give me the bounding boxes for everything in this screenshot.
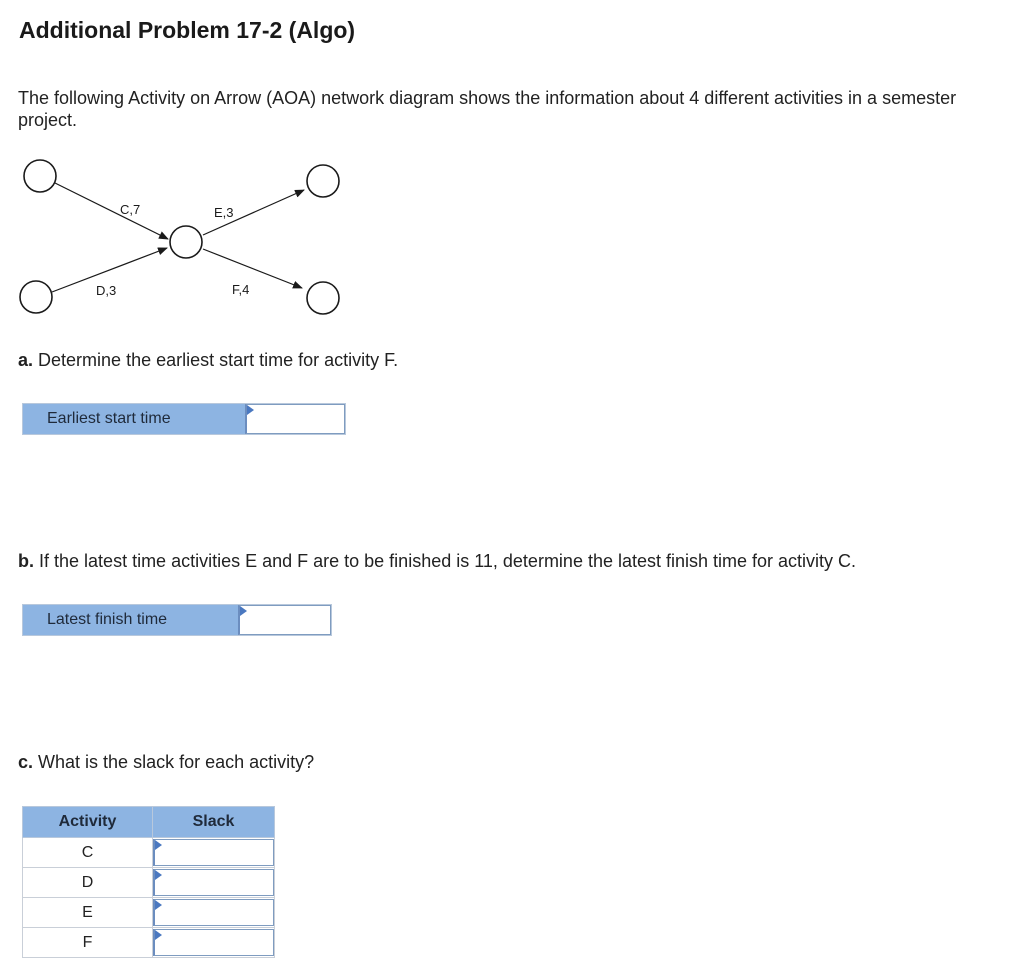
answer-flag-icon	[247, 405, 254, 415]
slack-cell[interactable]	[153, 898, 275, 928]
question-c-letter: c.	[18, 752, 34, 772]
question-a	[18, 349, 398, 371]
node-middle	[170, 226, 202, 258]
earliest-start-input[interactable]	[247, 405, 344, 433]
latest-finish-field[interactable]	[238, 605, 331, 635]
question-b-letter: b.	[18, 551, 34, 571]
table-row	[23, 898, 275, 928]
slack-cell[interactable]	[153, 868, 275, 898]
answer-row-latest-finish	[22, 604, 332, 636]
answer-flag-icon	[240, 606, 247, 616]
node-start-c	[24, 160, 56, 192]
table-row	[23, 868, 275, 898]
slack-table	[22, 806, 275, 958]
slack-input-f[interactable]	[155, 930, 273, 955]
slack-cell[interactable]	[153, 838, 275, 868]
problem-intro: The following Activity on Arrow (AOA) network diagram shows the information about 4 different activities in a semester project.	[18, 88, 957, 130]
table-row	[23, 928, 275, 958]
node-start-d	[20, 281, 52, 313]
node-end-e	[307, 165, 339, 197]
question-b-text: If the latest time activities E and F are to be finished is 11, determine the latest finish time for activity C.	[39, 551, 857, 571]
answer-flag-icon	[155, 840, 162, 850]
node-end-f	[307, 282, 339, 314]
slack-input-d[interactable]	[155, 870, 273, 895]
label-activity-e: E,3	[214, 205, 234, 220]
question-b	[18, 550, 856, 572]
label-activity-f: F,4	[232, 282, 250, 297]
label-activity-d: D,3	[96, 283, 117, 298]
answer-flag-icon	[155, 870, 162, 880]
slack-column-header: Slack	[153, 807, 275, 838]
slack-table-header	[23, 807, 275, 838]
question-c	[18, 751, 314, 773]
answer-flag-icon	[155, 900, 162, 910]
slack-cell[interactable]	[153, 928, 275, 958]
arrow-activity-f	[203, 249, 302, 288]
arrow-activity-c	[55, 183, 168, 239]
latest-finish-input[interactable]	[240, 606, 330, 634]
page-title: Additional Problem 17-2 (Algo)	[19, 17, 356, 43]
question-a-letter: a.	[18, 350, 34, 370]
earliest-start-label: Earliest start time	[23, 404, 245, 434]
aoa-network-diagram	[0, 145, 360, 325]
slack-input-c[interactable]	[155, 840, 273, 865]
question-c-text: What is the slack for each activity?	[38, 752, 315, 772]
activity-cell: C	[23, 838, 153, 868]
slack-input-e[interactable]	[155, 900, 273, 925]
activity-column-header: Activity	[23, 807, 153, 838]
label-activity-c: C,7	[120, 202, 141, 217]
earliest-start-field[interactable]	[245, 404, 345, 434]
activity-cell: E	[23, 898, 153, 928]
latest-finish-label: Latest finish time	[23, 605, 238, 635]
activity-cell: D	[23, 868, 153, 898]
answer-flag-icon	[155, 930, 162, 940]
question-a-text: Determine the earliest start time for activity F.	[38, 350, 399, 370]
activity-cell: F	[23, 928, 153, 958]
table-row	[23, 838, 275, 868]
answer-row-earliest-start	[22, 403, 346, 435]
